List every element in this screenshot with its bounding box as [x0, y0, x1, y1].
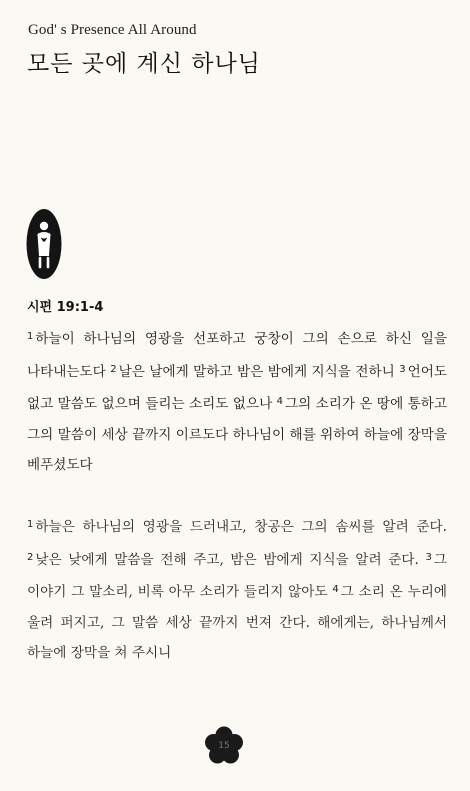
verse-text: 낮은 낮에게 말씀을 전해 주고, 밤은 밤에게 지식을 알려 준다. [35, 551, 426, 568]
verse-number: 3 [399, 363, 406, 375]
passage-korean-revised [27, 322, 447, 481]
verse-number: 2 [27, 551, 34, 563]
passage-korean-new-translation [27, 510, 447, 669]
korean-title: 모든 곳에 계신 하나님 [27, 51, 261, 77]
page-number: 15 [218, 741, 230, 751]
verse-text: 하늘은 하나님의 영광을 드러내고, 창공은 그의 솜씨를 알려 준다. [35, 519, 447, 535]
verse-text: 하늘이 하나님의 영광을 선포하고 궁창이 그의 손으로 하신 일을 나타내는도다 [27, 331, 447, 380]
verse-number: 2 [110, 363, 117, 375]
praying-figure-icon [25, 207, 63, 281]
english-title: God' s Presence All Around [28, 22, 197, 38]
verse-number: 4 [332, 584, 339, 595]
verse-text: 언어도 없고 말씀도 없으며 들리는 소리도 없으나 [27, 363, 447, 412]
verse-text: 그의 소리가 온 땅에 통하고 그의 말씀이 세상 끝까지 이르도다 하나님이 해를 위하여 하늘에 장막을 베푸셨도다 [27, 396, 447, 473]
verse-number: 4 [276, 396, 283, 407]
scripture-reference: 시편 19:1-4 [27, 300, 104, 315]
verse-text: 날은 날에게 말하고 밤은 밤에게 지식을 전하니 [118, 363, 400, 380]
verse-number: 1 [27, 519, 34, 530]
verse-text: 그 이야기 그 말소리, 비록 아무 소리가 들리지 않아도 [27, 551, 447, 600]
verse-text: 그 소리 온 누리에 울려 퍼지고, 그 말씀 세상 끝까지 번져 간다. 해에게는, 하나님께서 하늘에 장막을 쳐 주시니 [27, 584, 447, 661]
verse-number: 1 [27, 331, 34, 342]
verse-number: 3 [425, 551, 432, 563]
